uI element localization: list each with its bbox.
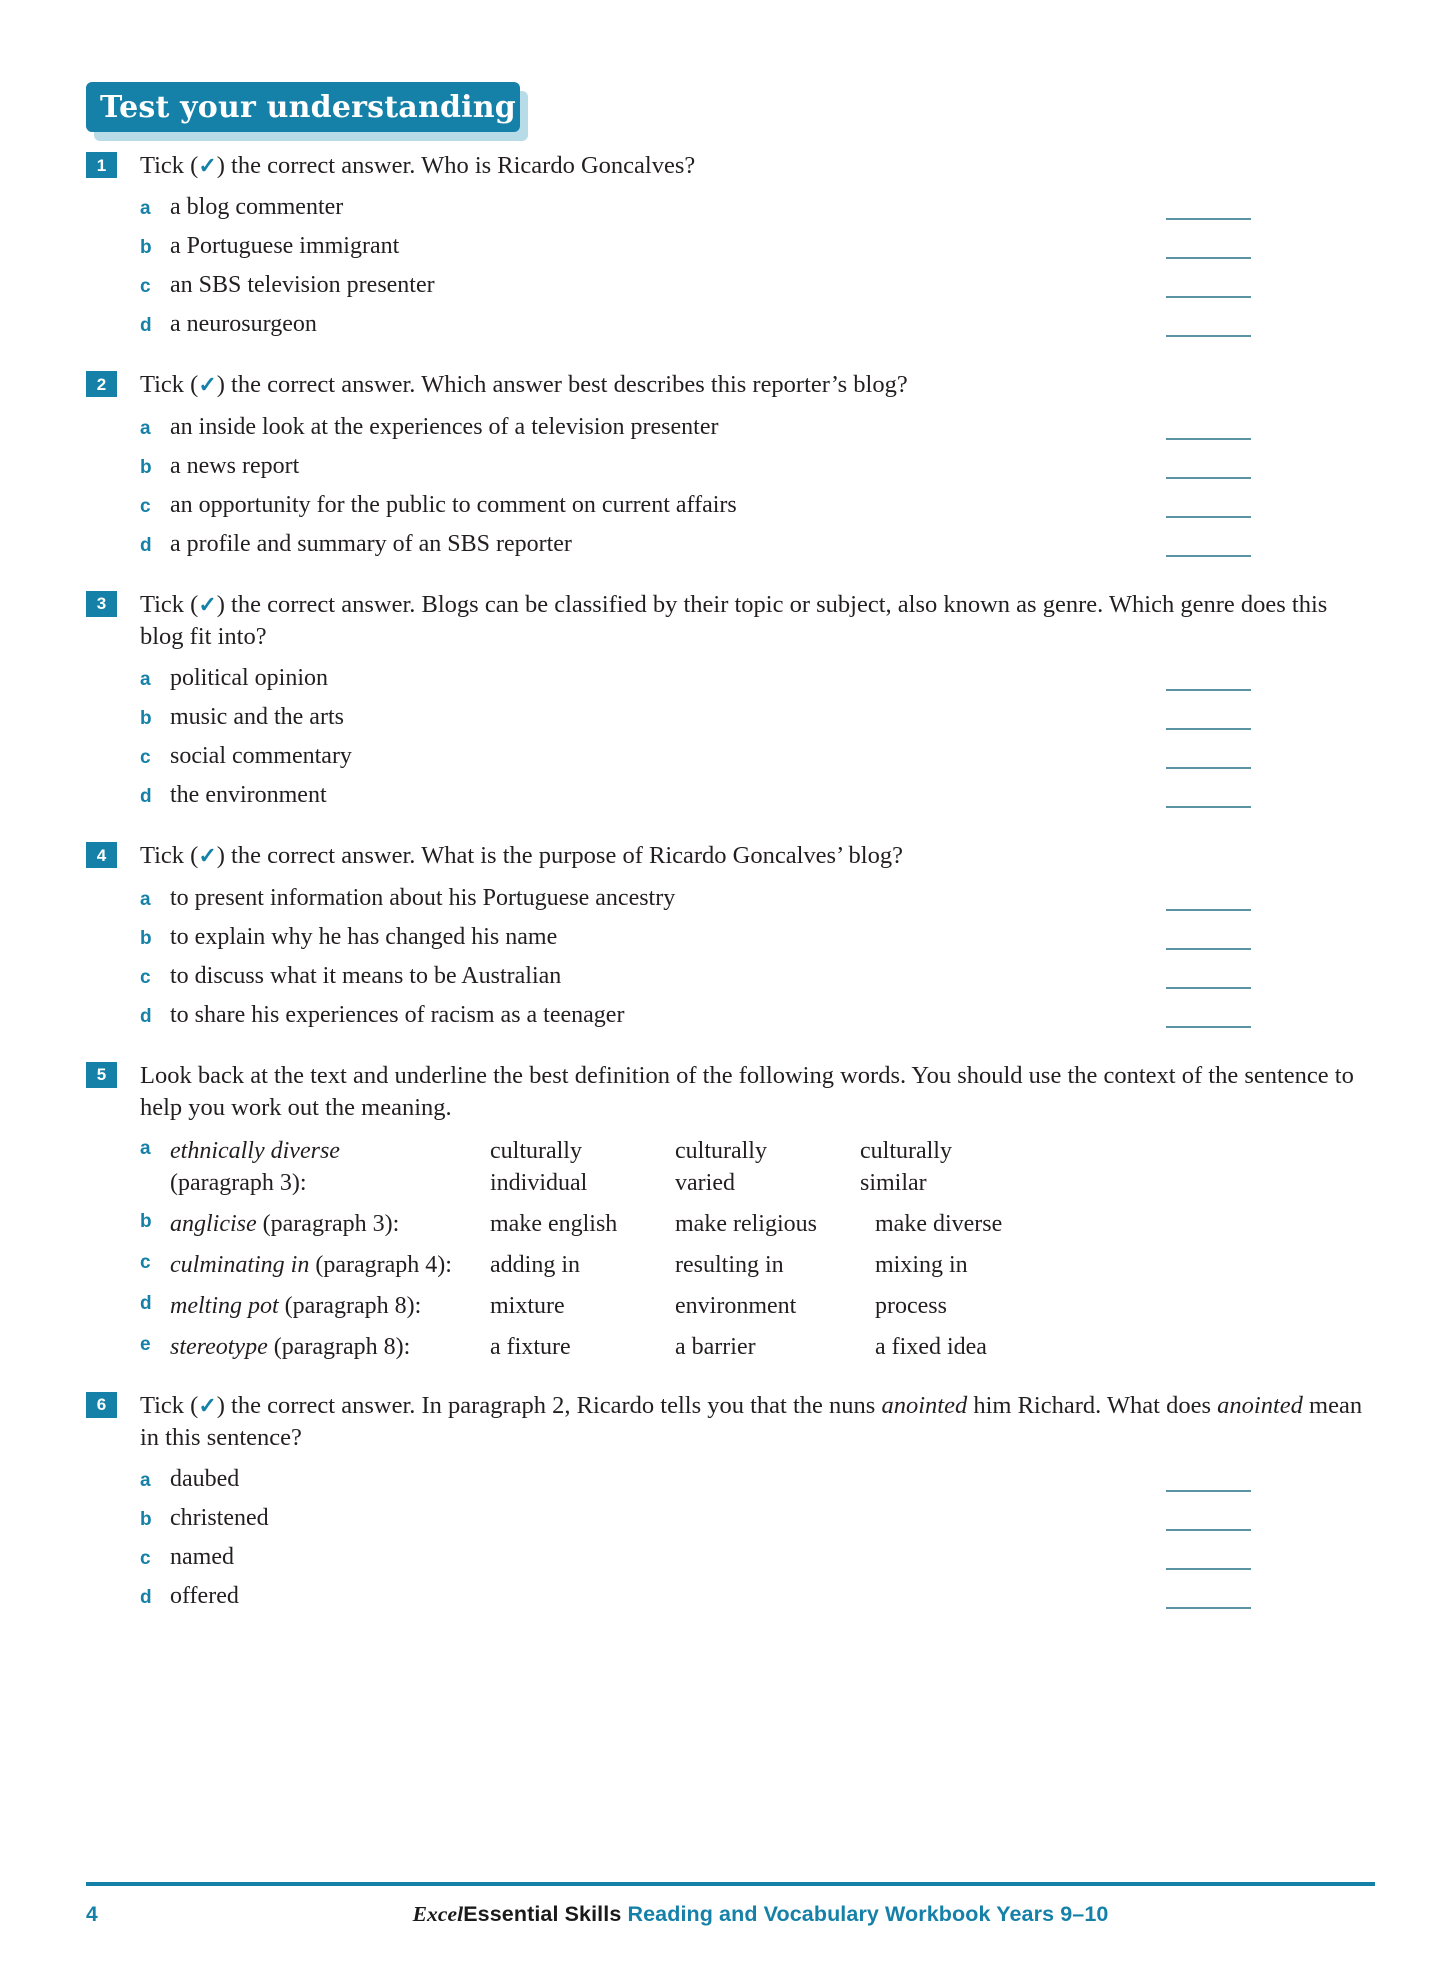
option-letter: c bbox=[140, 495, 151, 517]
option-letter: d bbox=[140, 1587, 152, 1609]
prompt-prefix: Tick ( bbox=[140, 842, 199, 870]
option-letter: d bbox=[140, 1005, 152, 1027]
definition-choice[interactable]: mixing in bbox=[875, 1252, 968, 1279]
banner bbox=[86, 82, 520, 132]
option-letter: b bbox=[140, 237, 152, 259]
choice-line: culturally bbox=[860, 1138, 952, 1165]
definition-ref: (paragraph 3): bbox=[170, 1170, 307, 1197]
tick-icon: ✓ bbox=[198, 843, 217, 869]
definition-term bbox=[170, 1209, 490, 1241]
option-row[interactable] bbox=[140, 961, 1376, 995]
brand-title: Reading and Vocabulary Workbook Years 9–10 bbox=[627, 1902, 1109, 1926]
answer-line[interactable] bbox=[1166, 438, 1251, 440]
answer-line[interactable] bbox=[1166, 1026, 1251, 1028]
footer-divider bbox=[86, 1882, 1375, 1886]
definition-term bbox=[170, 1332, 490, 1364]
option-row[interactable] bbox=[140, 922, 1376, 956]
option-label: a Portuguese immigrant bbox=[170, 233, 400, 260]
option-row[interactable] bbox=[140, 490, 1376, 524]
answer-line[interactable] bbox=[1166, 516, 1251, 518]
questions-container bbox=[86, 150, 1376, 1641]
page-footer bbox=[86, 1882, 1375, 1927]
option-letter: c bbox=[140, 276, 151, 298]
prompt-part: him Richard. What does bbox=[967, 1391, 1218, 1419]
option-label: a blog commenter bbox=[170, 194, 344, 221]
option-letter: a bbox=[140, 198, 151, 220]
definition-choice[interactable] bbox=[675, 1136, 860, 1200]
definition-choice[interactable]: a barrier bbox=[675, 1333, 756, 1360]
definition-choice[interactable] bbox=[860, 1136, 1045, 1200]
question-2-options bbox=[86, 412, 1376, 563]
definition-choice[interactable]: make english bbox=[490, 1211, 618, 1238]
question-1-text bbox=[140, 150, 1376, 182]
option-label: daubed bbox=[170, 1466, 240, 1493]
option-row[interactable] bbox=[140, 412, 1376, 446]
option-row[interactable] bbox=[140, 1464, 1376, 1498]
option-letter: c bbox=[140, 1548, 151, 1570]
question-5-text: Look back at the text and underline the best definition of the following words. You should use the context of the sentence to help you work out the meaning. bbox=[140, 1061, 1354, 1121]
option-label: to discuss what it means to be Australian bbox=[170, 962, 562, 989]
definition-choice[interactable]: make religious bbox=[675, 1211, 817, 1238]
tick-icon: ✓ bbox=[198, 372, 217, 398]
question-3-options bbox=[86, 663, 1376, 814]
option-letter: d bbox=[140, 315, 152, 337]
question-6-options bbox=[86, 1464, 1376, 1615]
question-number-badge: 6 bbox=[86, 1392, 117, 1418]
definition-ref: (paragraph 3): bbox=[262, 1211, 400, 1238]
option-letter: c bbox=[140, 747, 151, 769]
option-letter: b bbox=[140, 1509, 152, 1531]
option-label: social commentary bbox=[170, 743, 352, 770]
definition-word: ethnically diverse bbox=[170, 1138, 340, 1165]
choice-line: culturally bbox=[675, 1138, 767, 1165]
definition-choice[interactable]: mixture bbox=[490, 1292, 565, 1319]
option-row[interactable] bbox=[140, 451, 1376, 485]
answer-line[interactable] bbox=[1166, 1568, 1251, 1570]
option-row[interactable] bbox=[140, 780, 1376, 814]
tick-icon: ✓ bbox=[198, 153, 217, 178]
question-1 bbox=[86, 150, 1376, 343]
answer-line[interactable] bbox=[1166, 218, 1251, 220]
definition-letter: b bbox=[140, 1211, 152, 1233]
definition-choice[interactable]: make diverse bbox=[875, 1211, 1003, 1238]
option-label: to explain why he has changed his name bbox=[170, 923, 558, 950]
page-title: Test your understanding bbox=[100, 89, 516, 125]
answer-line[interactable] bbox=[1166, 555, 1251, 557]
prompt-suffix: ) the correct answer. What is the purpose of Ricardo Goncalves’ blog? bbox=[216, 842, 903, 870]
option-row[interactable] bbox=[140, 529, 1376, 563]
definition-row bbox=[140, 1250, 1376, 1282]
option-row[interactable] bbox=[140, 663, 1376, 697]
prompt-suffix: ) the correct answer. Who is Ricardo Goncalves? bbox=[216, 152, 696, 179]
option-row[interactable] bbox=[140, 883, 1376, 917]
question-number-badge: 4 bbox=[86, 842, 117, 868]
question-1-head bbox=[86, 150, 1376, 182]
definition-choice[interactable]: resulting in bbox=[675, 1252, 784, 1279]
definition-word: anglicise bbox=[170, 1211, 257, 1238]
option-row[interactable] bbox=[140, 309, 1376, 343]
question-3-text bbox=[140, 589, 1376, 654]
definition-choice[interactable]: adding in bbox=[490, 1252, 580, 1279]
prompt-italic-word: anointed bbox=[881, 1391, 968, 1419]
option-label: named bbox=[170, 1544, 234, 1571]
question-4-options bbox=[86, 883, 1376, 1034]
option-row[interactable] bbox=[140, 1581, 1376, 1615]
definition-term bbox=[170, 1291, 490, 1323]
definition-letter: c bbox=[140, 1252, 151, 1274]
option-row[interactable] bbox=[140, 192, 1376, 226]
definition-ref: (paragraph 4): bbox=[315, 1252, 452, 1279]
prompt-prefix: Tick ( bbox=[140, 1391, 199, 1419]
prompt-prefix: Tick ( bbox=[140, 590, 199, 618]
prompt-part: ) the correct answer. In paragraph 2, Ricardo tells you that the nuns bbox=[216, 1391, 882, 1419]
option-letter: a bbox=[140, 1470, 151, 1492]
option-row[interactable] bbox=[140, 1542, 1376, 1576]
footer-row bbox=[86, 1902, 1375, 1927]
option-letter: d bbox=[140, 786, 152, 808]
prompt-suffix: ) the correct answer. Blogs can be classified by their topic or subject, also known as genre. Which genre does this blog fit into? bbox=[140, 590, 1328, 650]
answer-line[interactable] bbox=[1166, 728, 1251, 730]
definition-choice[interactable] bbox=[490, 1136, 675, 1200]
definition-letter: e bbox=[140, 1333, 151, 1355]
option-label: a profile and summary of an SBS reporter bbox=[170, 530, 572, 557]
choice-line: individual bbox=[490, 1170, 588, 1197]
answer-line[interactable] bbox=[1166, 1607, 1251, 1609]
question-2-head bbox=[86, 369, 1376, 401]
option-label: offered bbox=[170, 1583, 239, 1610]
option-letter: b bbox=[140, 456, 152, 478]
question-6-text bbox=[140, 1390, 1376, 1455]
brand-essential-skills: Essential Skills bbox=[463, 1902, 622, 1926]
option-row[interactable] bbox=[140, 1000, 1376, 1034]
tick-icon: ✓ bbox=[198, 1392, 217, 1418]
question-number-badge: 3 bbox=[86, 591, 117, 617]
question-4 bbox=[86, 840, 1376, 1033]
option-row[interactable] bbox=[140, 1503, 1376, 1537]
question-6-head bbox=[86, 1390, 1376, 1455]
answer-line[interactable] bbox=[1166, 1529, 1251, 1531]
definition-row bbox=[140, 1209, 1376, 1241]
option-row[interactable] bbox=[140, 270, 1376, 304]
option-row[interactable] bbox=[140, 702, 1376, 736]
option-label: an inside look at the experiences of a television presenter bbox=[170, 413, 719, 440]
question-1-options bbox=[86, 192, 1376, 343]
prompt-suffix: ) the correct answer. Which answer best describes this reporter’s blog? bbox=[216, 371, 908, 399]
option-label: to present information about his Portuguese ancestry bbox=[170, 884, 676, 911]
option-label: an SBS television presenter bbox=[170, 272, 435, 299]
definition-letter: a bbox=[140, 1138, 151, 1160]
question-4-text bbox=[140, 840, 1376, 872]
definition-row bbox=[140, 1291, 1376, 1323]
answer-line[interactable] bbox=[1166, 335, 1251, 337]
answer-line[interactable] bbox=[1166, 806, 1251, 808]
prompt-part: mean in this sentence? bbox=[140, 1391, 1363, 1452]
option-label: an opportunity for the public to comment on current affairs bbox=[170, 491, 737, 518]
question-2 bbox=[86, 369, 1376, 562]
answer-line[interactable] bbox=[1166, 948, 1251, 950]
answer-line[interactable] bbox=[1166, 257, 1251, 259]
definition-ref: (paragraph 8): bbox=[284, 1292, 422, 1319]
option-row[interactable] bbox=[140, 741, 1376, 775]
definition-ref: (paragraph 8): bbox=[273, 1333, 411, 1360]
definition-word: culminating in bbox=[170, 1252, 310, 1279]
tick-icon: ✓ bbox=[198, 591, 217, 617]
definition-table bbox=[86, 1136, 1376, 1363]
option-label: a news report bbox=[170, 452, 300, 479]
definition-term bbox=[170, 1250, 490, 1282]
footer-branding bbox=[346, 1902, 1175, 1927]
option-label: christened bbox=[170, 1505, 269, 1532]
question-3-head bbox=[86, 589, 1376, 654]
question-number-badge: 2 bbox=[86, 371, 117, 397]
option-row[interactable] bbox=[140, 231, 1376, 265]
definition-row bbox=[140, 1332, 1376, 1364]
definition-choice[interactable]: a fixture bbox=[490, 1333, 571, 1360]
question-2-text bbox=[140, 369, 1376, 401]
option-label: music and the arts bbox=[170, 704, 344, 731]
option-label: to share his experiences of racism as a teenager bbox=[170, 1001, 625, 1028]
answer-line[interactable] bbox=[1166, 1490, 1251, 1492]
definition-word: stereotype bbox=[170, 1333, 268, 1360]
definition-row bbox=[140, 1136, 1376, 1200]
answer-line[interactable] bbox=[1166, 296, 1251, 298]
option-label: political opinion bbox=[170, 665, 328, 692]
option-label: the environment bbox=[170, 782, 327, 809]
question-5-head bbox=[86, 1060, 1376, 1125]
definition-term bbox=[170, 1136, 490, 1200]
question-6 bbox=[86, 1390, 1376, 1616]
definition-choice[interactable]: process bbox=[875, 1292, 947, 1319]
option-label: a neurosurgeon bbox=[170, 311, 317, 338]
brand-excel: Excel bbox=[412, 1902, 464, 1926]
prompt-prefix: Tick ( bbox=[140, 152, 199, 179]
choice-line: culturally bbox=[490, 1138, 582, 1165]
question-number-badge: 5 bbox=[86, 1062, 117, 1088]
choice-line: varied bbox=[675, 1170, 735, 1197]
option-letter: b bbox=[140, 927, 152, 949]
answer-line[interactable] bbox=[1166, 987, 1251, 989]
choice-line: similar bbox=[860, 1170, 927, 1197]
option-letter: a bbox=[140, 417, 151, 439]
answer-line[interactable] bbox=[1166, 689, 1251, 691]
question-5 bbox=[86, 1060, 1376, 1364]
prompt-prefix: Tick ( bbox=[140, 371, 199, 399]
section-header bbox=[86, 82, 520, 132]
definition-letter: d bbox=[140, 1292, 152, 1314]
option-letter: a bbox=[140, 888, 151, 910]
question-4-head bbox=[86, 840, 1376, 872]
option-letter: c bbox=[140, 966, 151, 988]
definition-choice[interactable]: a fixed idea bbox=[875, 1333, 987, 1360]
definition-choice[interactable]: environment bbox=[675, 1292, 797, 1319]
option-letter: d bbox=[140, 534, 152, 556]
prompt-italic-word: anointed bbox=[1217, 1391, 1303, 1419]
question-number-badge: 1 bbox=[86, 152, 117, 178]
answer-line[interactable] bbox=[1166, 767, 1251, 769]
question-3 bbox=[86, 589, 1376, 815]
answer-line[interactable] bbox=[1166, 909, 1251, 911]
page-number: 4 bbox=[86, 1903, 98, 1926]
definition-word: melting pot bbox=[170, 1292, 279, 1319]
option-letter: a bbox=[140, 669, 151, 691]
answer-line[interactable] bbox=[1166, 477, 1251, 479]
option-letter: b bbox=[140, 708, 152, 730]
